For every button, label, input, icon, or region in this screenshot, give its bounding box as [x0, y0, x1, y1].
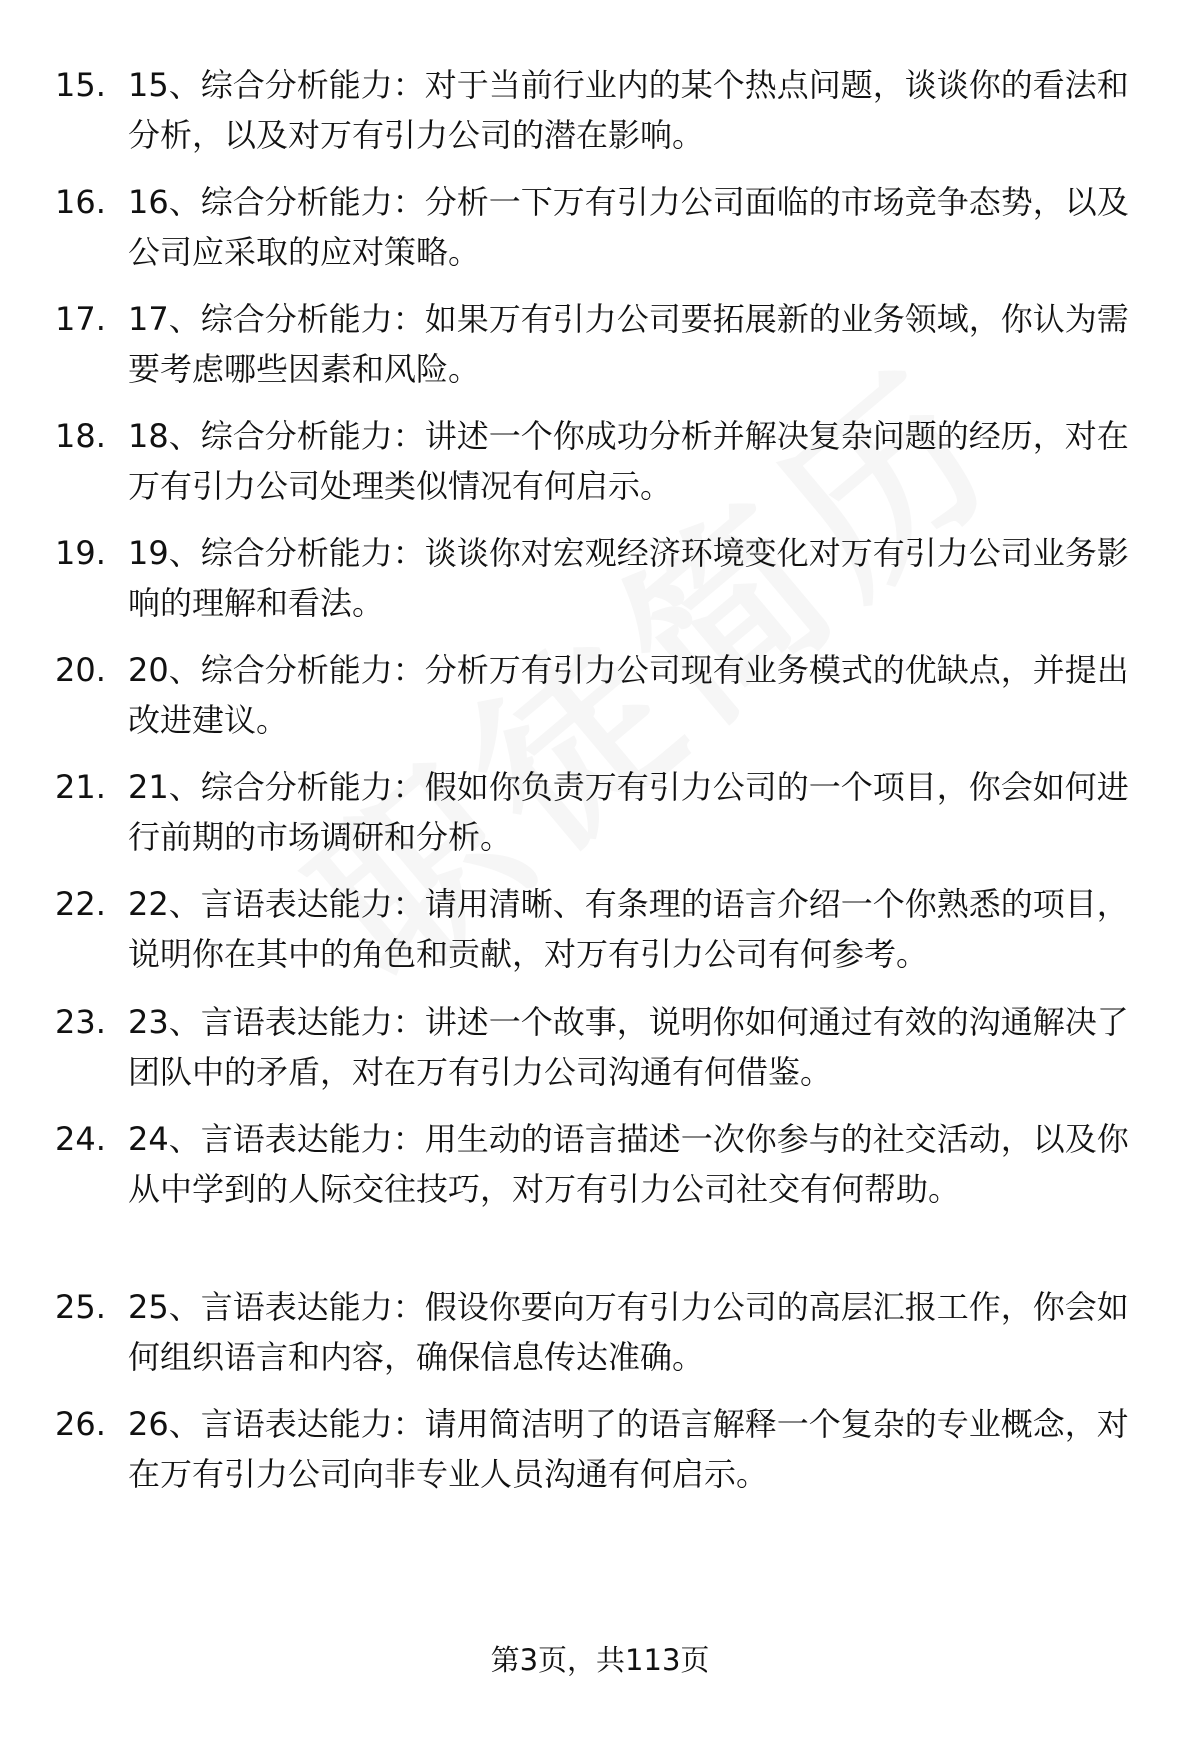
- item-number: 17.: [55, 300, 106, 338]
- item-number: 24.: [55, 1120, 106, 1158]
- item-text: 17、综合分析能力：如果万有引力公司要拓展新的业务领域，你认为需要考虑哪些因素和风险。: [128, 300, 1129, 388]
- item-number: 19.: [55, 534, 106, 572]
- item-number: 20.: [55, 651, 106, 689]
- item-number: 22.: [55, 885, 106, 923]
- page-number: 第3页，共113页: [490, 1643, 710, 1677]
- item-text: 24、言语表达能力：用生动的语言描述一次你参与的社交活动，以及你从中学到的人际交往技巧，对万有引力公司社交有何帮助。: [128, 1120, 1129, 1208]
- item-number: 16.: [55, 183, 106, 221]
- item-text: 25、言语表达能力：假设你要向万有引力公司的高层汇报工作，你会如何组织语言和内容，确保信息传达准确。: [128, 1288, 1129, 1376]
- item-text: 15、综合分析能力：对于当前行业内的某个热点问题，谈谈你的看法和分析，以及对万有引力公司的潜在影响。: [128, 66, 1129, 154]
- item-text: 26、言语表达能力：请用简洁明了的语言解释一个复杂的专业概念，对在万有引力公司向非专业人员沟通有何启示。: [128, 1405, 1129, 1493]
- item-text: 20、综合分析能力：分析万有引力公司现有业务模式的优缺点，并提出改进建议。: [128, 651, 1129, 739]
- item-number: 18.: [55, 417, 106, 455]
- item-number: 23.: [55, 1003, 106, 1041]
- item-text: 18、综合分析能力：讲述一个你成功分析并解决复杂问题的经历，对在万有引力公司处理类似情况有何启示。: [128, 417, 1129, 505]
- item-text: 16、综合分析能力：分析一下万有引力公司面临的市场竞争态势，以及公司应采取的应对策略。: [128, 183, 1129, 271]
- item-number: 26.: [55, 1405, 106, 1443]
- item-text: 23、言语表达能力：讲述一个故事，说明你如何通过有效的沟通解决了团队中的矛盾，对在万有引力公司沟通有何借鉴。: [128, 1003, 1129, 1091]
- item-number: 25.: [55, 1288, 106, 1326]
- item-text: 21、综合分析能力：假如你负责万有引力公司的一个项目，你会如何进行前期的市场调研和分析。: [128, 768, 1129, 856]
- item-number: 15.: [55, 66, 106, 104]
- item-number: 21.: [55, 768, 106, 806]
- item-text: 19、综合分析能力：谈谈你对宏观经济环境变化对万有引力公司业务影响的理解和看法。: [128, 534, 1129, 622]
- item-text: 22、言语表达能力：请用清晰、有条理的语言介绍一个你熟悉的项目，说明你在其中的角色和贡献，对万有引力公司有何参考。: [128, 885, 1129, 973]
